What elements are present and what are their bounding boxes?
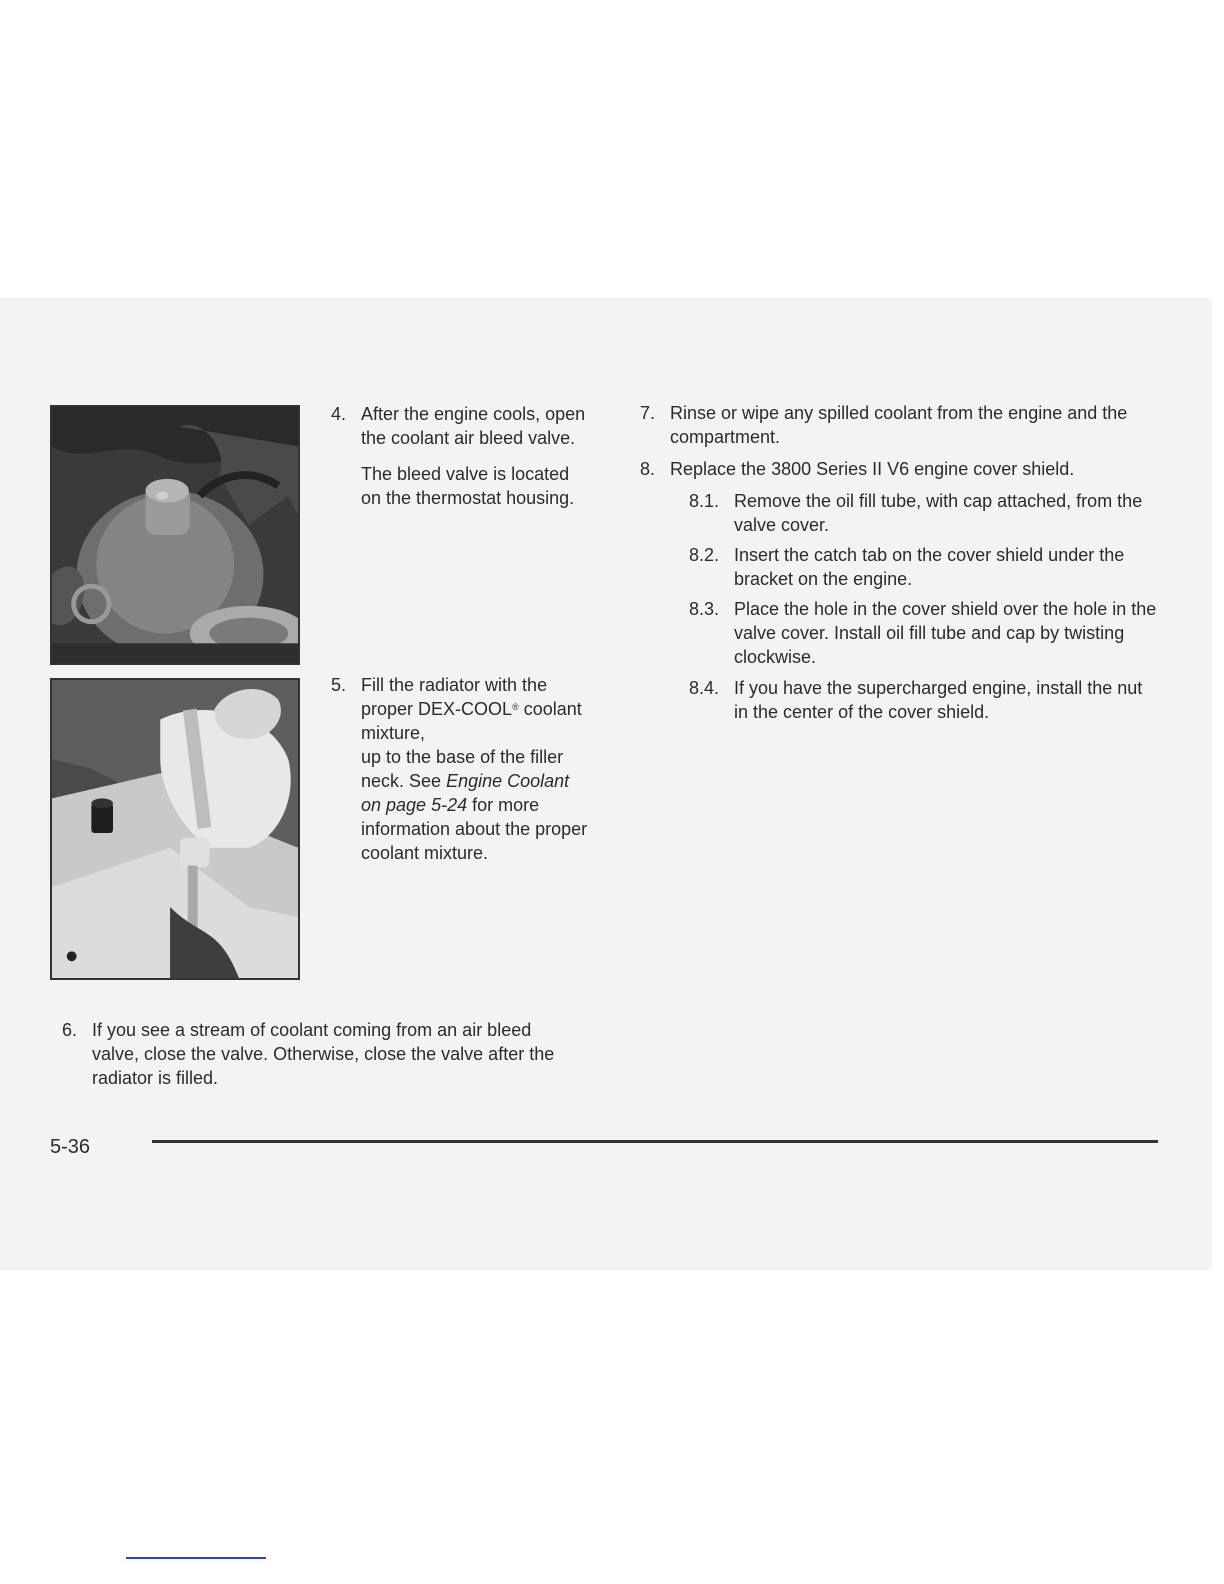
step-text-part: up to the base of the filler neck. See: [361, 747, 564, 791]
step-text: After the engine cools, open the coolant air bleed valve.: [361, 404, 586, 448]
step-5: [331, 673, 591, 865]
step-number: 5.: [331, 675, 347, 695]
step-number: 8.: [640, 459, 656, 479]
filling-radiator-photo: [50, 678, 300, 980]
step-text-part: coolant mixture,: [361, 699, 582, 743]
step-text: Insert the catch tab on the cover shield under the bracket on the engine.: [734, 545, 1125, 589]
footer-divider: [152, 1140, 1158, 1143]
step-7: [640, 401, 1160, 449]
step-number: 8.4.: [689, 678, 720, 698]
cross-reference-link[interactable]: Engine Coolant on page 5-24: [361, 771, 570, 815]
step-8-1: [689, 489, 1159, 537]
bottom-link-rule: [126, 1557, 266, 1559]
step-number: 8.3.: [689, 599, 720, 619]
step-text: If you have the supercharged engine, install the nut in the center of the cover shield.: [734, 678, 1143, 722]
step-text: Rinse or wipe any spilled coolant from the engine and the compartment.: [670, 403, 1128, 447]
registered-mark: ®: [512, 702, 519, 712]
step-8: [640, 457, 1160, 481]
step-number: 8.1.: [689, 491, 720, 511]
step-number: 8.2.: [689, 545, 720, 565]
step-text: If you see a stream of coolant coming from an air bleed valve, close the valve. Otherwise, close the valve after the radiator is filled.: [92, 1020, 555, 1088]
step-number: 6.: [62, 1020, 78, 1040]
step-text-part: Fill the radiator with the proper DEX-COOL: [361, 675, 548, 719]
step-text: Remove the oil fill tube, with cap attached, from the valve cover.: [734, 491, 1143, 535]
step-6: [62, 1018, 582, 1090]
step-8-2: [689, 543, 1159, 591]
thermostat-housing-photo: [50, 405, 300, 665]
step-note: The bleed valve is located on the thermostat housing.: [361, 464, 575, 508]
step-text: Place the hole in the cover shield over the hole in the valve cover. Install oil fill tube and cap by twisting clockwise.: [734, 599, 1157, 667]
step-number: 7.: [640, 403, 656, 423]
page-number: 5-36: [50, 1136, 91, 1158]
step-text: [361, 673, 591, 865]
step-text-part: for more information about the proper coolant mixture.: [361, 795, 588, 863]
step-8-3: [689, 597, 1159, 669]
step-number: 4.: [331, 404, 347, 424]
step-8-4: [689, 676, 1159, 724]
step-text: Replace the 3800 Series II V6 engine cover shield.: [670, 459, 1075, 479]
step-4: [331, 402, 591, 510]
